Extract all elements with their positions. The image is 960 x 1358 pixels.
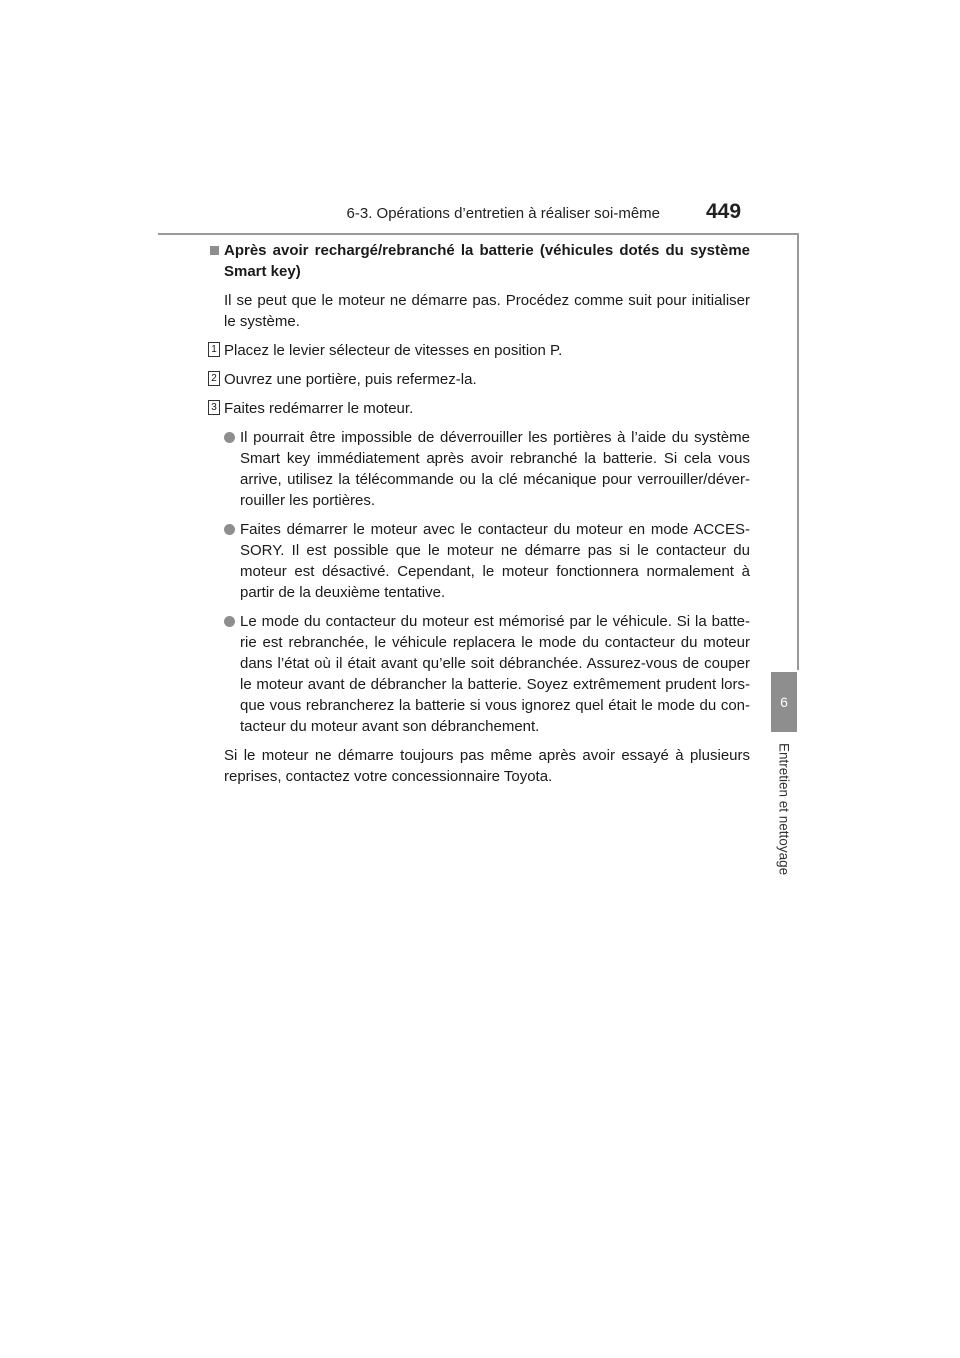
bullet-item xyxy=(224,427,750,511)
step-text: Faites redémarrer le moteur. xyxy=(224,400,414,417)
bullet-item xyxy=(224,519,750,603)
step-number-box: 2 xyxy=(208,371,220,386)
header-rule xyxy=(158,233,799,235)
bullet-text: Il pourrait être impossible de déverrouiller les portières à l’aide du système Smart key immédiatement après avoir rebranché la batterie. Si cela vous arrive, utilisez la télécommande ou la clé mécanique pour verrouiller/déver-rouiller les portières. xyxy=(240,429,750,509)
section-heading xyxy=(210,240,750,282)
step-number-box: 3 xyxy=(208,400,220,415)
page-number: 449 xyxy=(706,200,742,223)
square-bullet-icon xyxy=(210,246,219,255)
step-item xyxy=(211,398,750,419)
chapter-label: Entretien et nettoyage xyxy=(776,743,792,876)
chapter-tab: 6 xyxy=(771,672,797,732)
closing-paragraph: Si le moteur ne démarre toujours pas même après avoir essayé à plusieurs reprises, contactez votre concessionnaire Toyota. xyxy=(224,747,750,785)
header-title: 6-3. Opérations d’entretien à réaliser soi-même xyxy=(346,205,660,222)
round-bullet-icon xyxy=(224,616,235,627)
step-item xyxy=(211,369,750,390)
round-bullet-icon xyxy=(224,524,235,535)
bullet-item xyxy=(224,611,750,737)
step-text: Placez le levier sélecteur de vitesses en position P. xyxy=(224,342,563,359)
intro-paragraph: Il se peut que le moteur ne démarre pas. Procédez comme suit pour initialiser le système. xyxy=(224,292,750,330)
main-content xyxy=(210,240,750,787)
step-item xyxy=(211,340,750,361)
bullet-text: Faites démarrer le moteur avec le contacteur du moteur en mode ACCES-SORY. Il est possible que le moteur ne démarre pas si le contacteur du moteur est désactivé. Cependant, le moteur fonctionnera normalement à partir de la deuxième tentative. xyxy=(240,521,750,601)
step-number-box: 1 xyxy=(208,342,220,357)
tab-line xyxy=(797,234,799,670)
bullet-text: Le mode du contacteur du moteur est mémorisé par le véhicule. Si la batte-rie est rebranchée, le véhicule replacera le mode du contacteur du moteur dans l’état où il était avant qu’elle soit débranchée. Assurez-vous de couper le moteur avant de débrancher la batterie. Soyez extrêmement prudent lors-que vous rebrancherez la batterie si vous ignorez quel était le mode du con-tacteur du moteur avant son débranchement. xyxy=(240,613,750,735)
round-bullet-icon xyxy=(224,432,235,443)
step-text: Ouvrez une portière, puis refermez-la. xyxy=(224,371,477,388)
heading-text: Après avoir rechargé/rebranché la batterie (véhicules dotés du système Smart key) xyxy=(224,242,750,280)
